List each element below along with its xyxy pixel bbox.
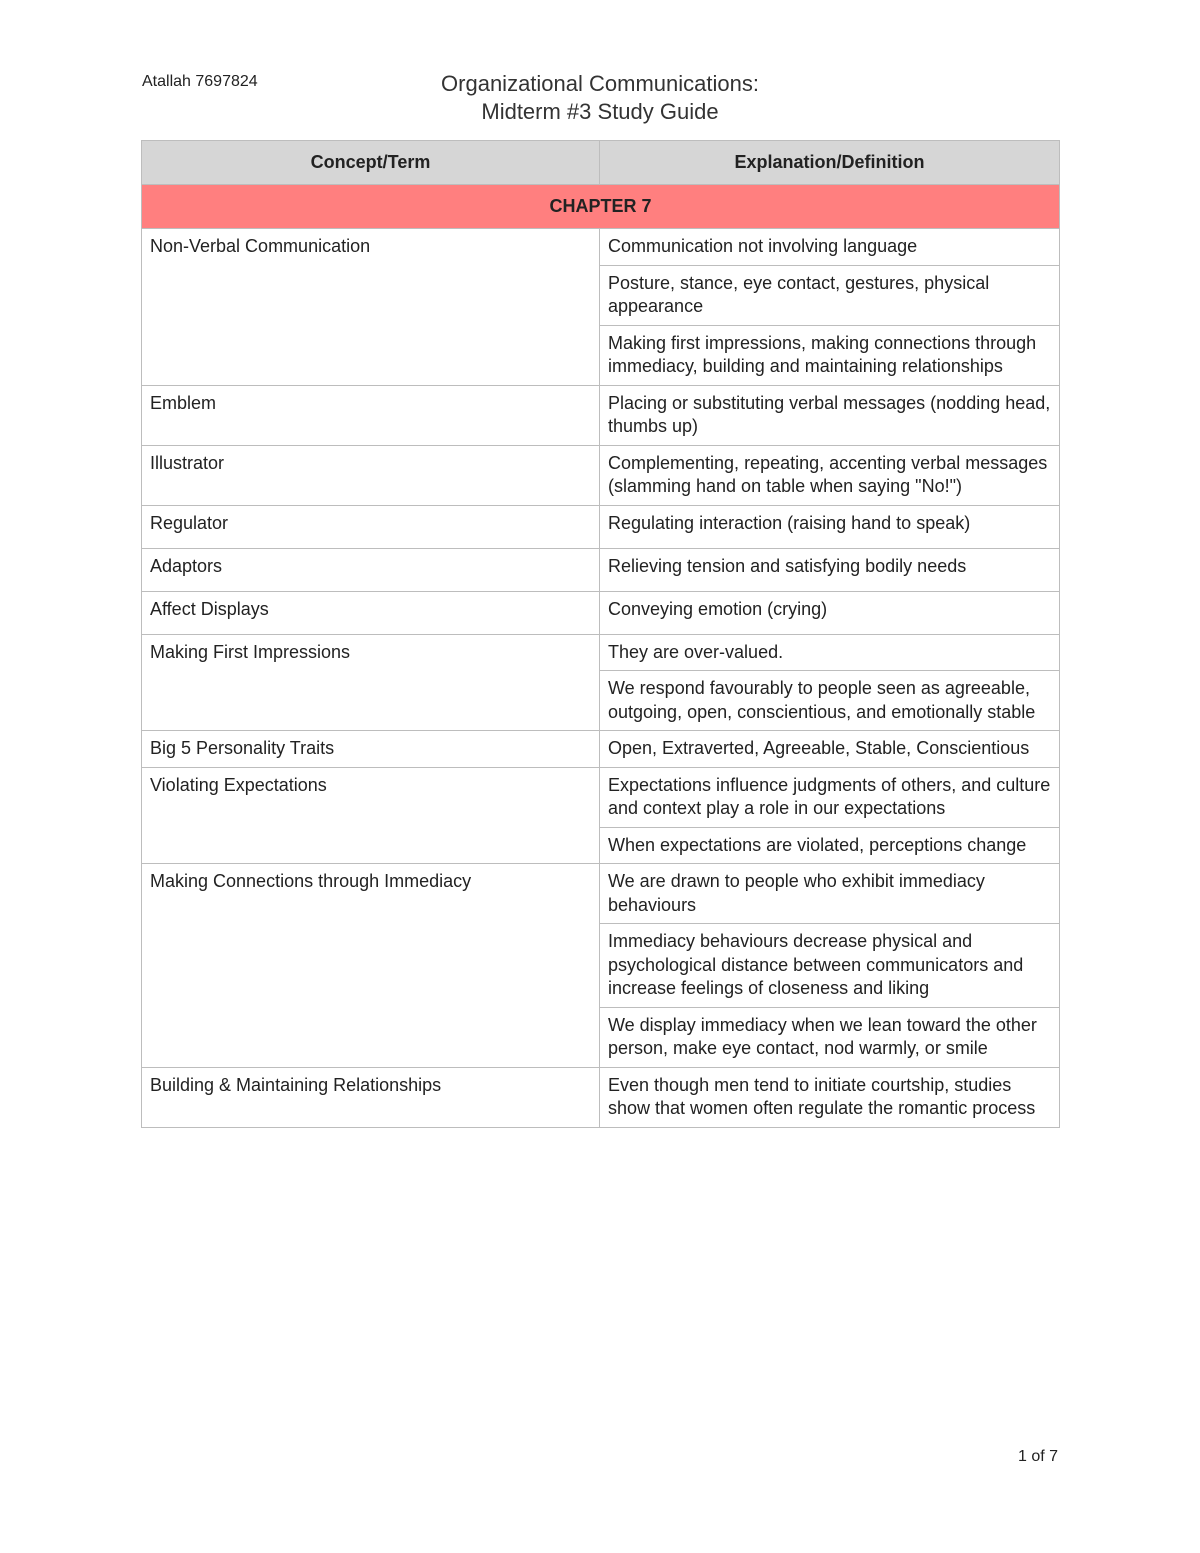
- table-row: [142, 229, 1060, 266]
- term-cell: Adaptors: [142, 548, 600, 591]
- definition-cell: We respond favourably to people seen as agreeable, outgoing, open, conscientious, and emotionally stable: [600, 671, 1060, 731]
- page-number: 1 of 7: [1017, 1448, 1058, 1465]
- definition-cell: They are over-valued.: [600, 634, 1060, 671]
- column-header-explanation: Explanation/Definition: [600, 141, 1060, 185]
- table-row: [142, 1067, 1060, 1127]
- definition-cell: Placing or substituting verbal messages (nodding head, thumbs up): [600, 385, 1060, 445]
- term-cell: Regulator: [142, 505, 600, 548]
- term-cell: Non-Verbal Communication: [142, 229, 600, 386]
- term-cell: Emblem: [142, 385, 600, 445]
- definition-cell: Communication not involving language: [600, 229, 1060, 266]
- term-cell: Big 5 Personality Traits: [142, 731, 600, 768]
- table-row: [142, 385, 1060, 445]
- term-cell: Making First Impressions: [142, 634, 600, 731]
- definition-cell: Even though men tend to initiate courtship, studies show that women often regulate the romantic process: [600, 1067, 1060, 1127]
- term-cell: Illustrator: [142, 445, 600, 505]
- definition-cell: Making first impressions, making connections through immediacy, building and maintaining relationships: [600, 325, 1060, 385]
- document-title: [0, 70, 1200, 126]
- term-cell: Violating Expectations: [142, 767, 600, 864]
- term-cell: Affect Displays: [142, 591, 600, 634]
- table-row: [142, 767, 1060, 827]
- title-line-1: Organizational Communications:: [441, 71, 759, 96]
- table-row: [142, 548, 1060, 591]
- definition-cell: Complementing, repeating, accenting verbal messages (slamming hand on table when saying "No!"): [600, 445, 1060, 505]
- definition-cell: Conveying emotion (crying): [600, 591, 1060, 634]
- table-header-row: [142, 141, 1060, 185]
- section-title: CHAPTER 7: [142, 185, 1060, 229]
- section-row: [142, 185, 1060, 229]
- table-row: [142, 634, 1060, 671]
- table-row: [142, 731, 1060, 768]
- term-cell: Building & Maintaining Relationships: [142, 1067, 600, 1127]
- definition-cell: Expectations influence judgments of others, and culture and context play a role in our expectations: [600, 767, 1060, 827]
- definition-cell: When expectations are violated, perceptions change: [600, 827, 1060, 864]
- title-line-2: Midterm #3 Study Guide: [481, 99, 719, 124]
- definition-cell: Immediacy behaviours decrease physical and psychological distance between communicators and increase feelings of closeness and liking: [600, 924, 1060, 1008]
- definition-cell: Regulating interaction (raising hand to speak): [600, 505, 1060, 548]
- definition-cell: Posture, stance, eye contact, gestures, physical appearance: [600, 265, 1060, 325]
- term-cell: Making Connections through Immediacy: [142, 864, 600, 1068]
- author-id: Atallah 7697824: [142, 73, 258, 90]
- study-guide-table: [141, 140, 1060, 1128]
- definition-cell: We display immediacy when we lean toward the other person, make eye contact, nod warmly, or smile: [600, 1007, 1060, 1067]
- definition-cell: We are drawn to people who exhibit immediacy behaviours: [600, 864, 1060, 924]
- table-row: [142, 864, 1060, 924]
- table-row: [142, 445, 1060, 505]
- definition-cell: Relieving tension and satisfying bodily needs: [600, 548, 1060, 591]
- table-row: [142, 505, 1060, 548]
- column-header-concept: Concept/Term: [142, 141, 600, 185]
- definition-cell: Open, Extraverted, Agreeable, Stable, Conscientious: [600, 731, 1060, 768]
- table-row: [142, 591, 1060, 634]
